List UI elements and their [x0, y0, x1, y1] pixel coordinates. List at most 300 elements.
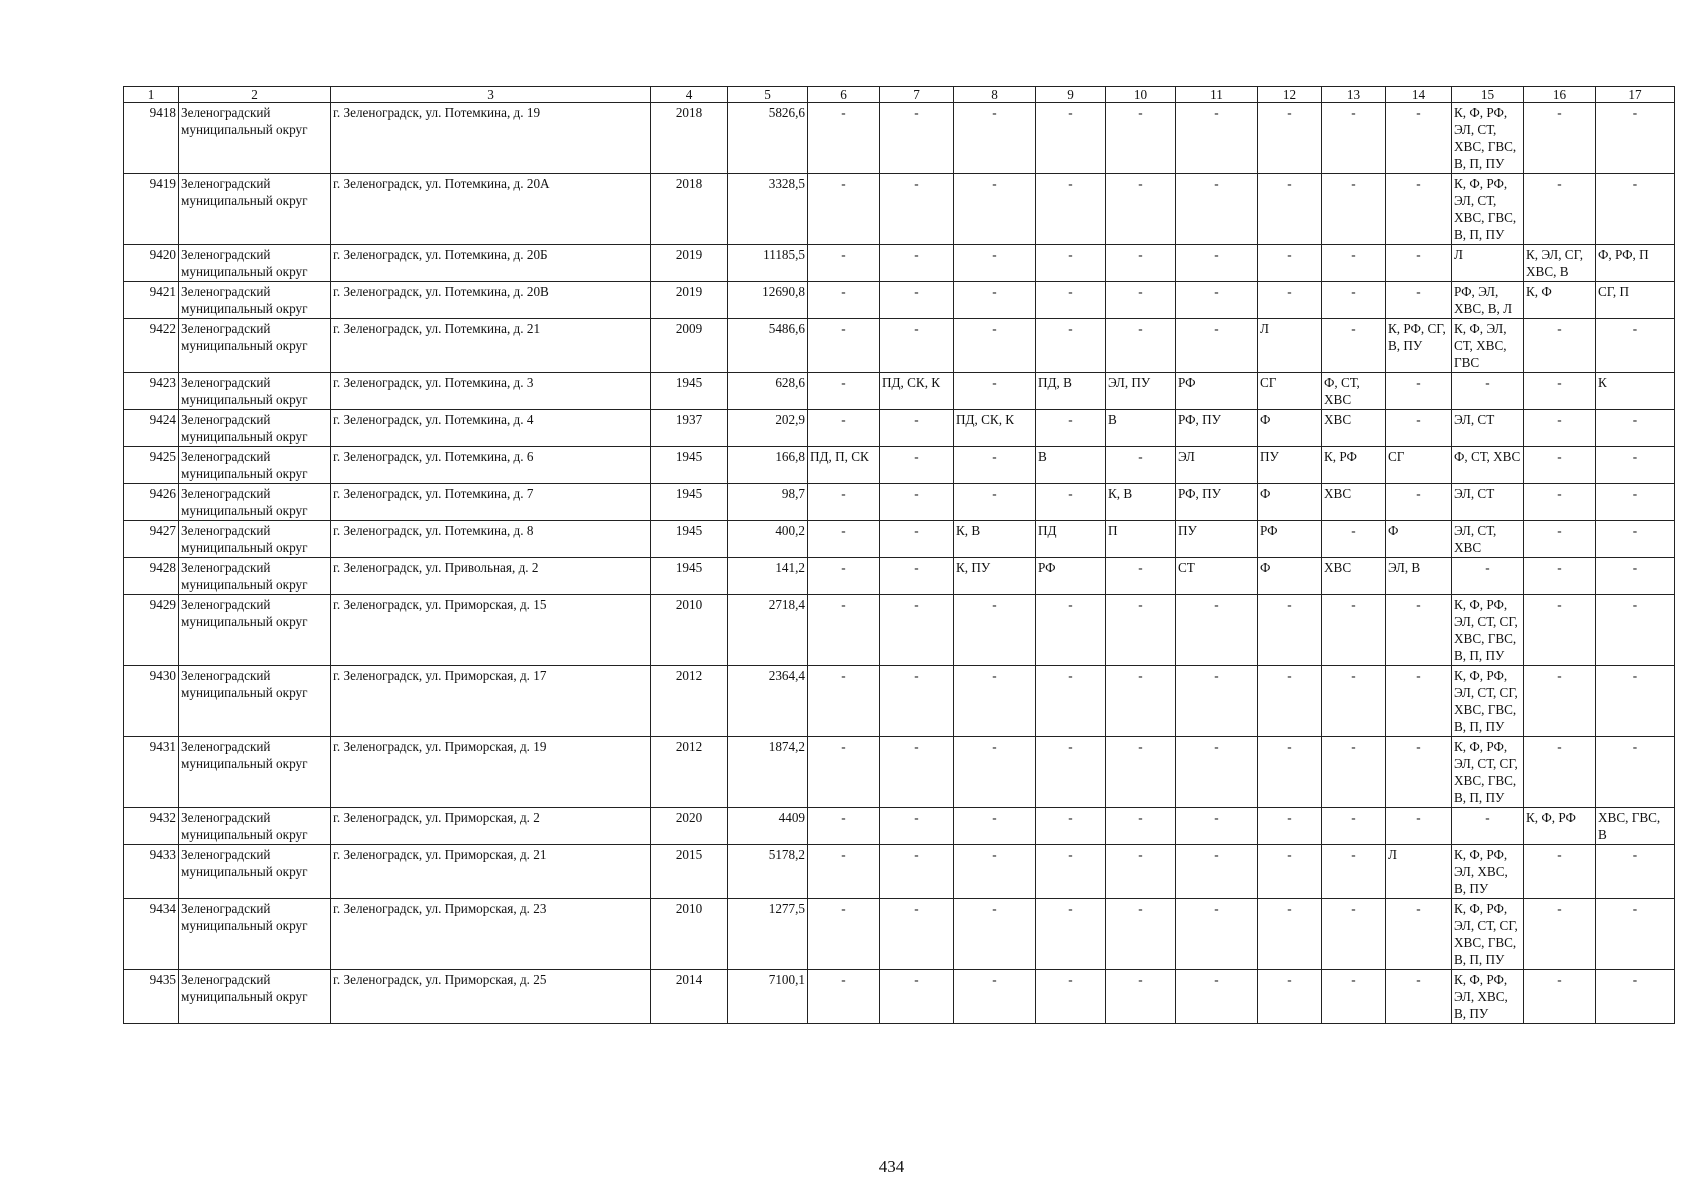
table-cell: - — [1386, 808, 1452, 845]
table-cell: - — [880, 808, 954, 845]
table-cell: - — [1258, 174, 1322, 245]
table-cell: ПД, П, СК — [808, 447, 880, 484]
table-cell: - — [1386, 737, 1452, 808]
table-cell: К, Ф, РФ, ЭЛ, СТ, СГ, ХВС, ГВС, В, П, ПУ — [1452, 899, 1524, 970]
table-cell: Зеленоградский муниципальный округ — [179, 447, 331, 484]
table-cell: - — [1386, 595, 1452, 666]
table-cell: - — [1106, 595, 1176, 666]
column-header-7: 7 — [880, 87, 954, 103]
column-header-11: 11 — [1176, 87, 1258, 103]
table-cell: Ф, РФ, П — [1596, 245, 1675, 282]
column-header-16: 16 — [1524, 87, 1596, 103]
table-cell: ЭЛ, ПУ — [1106, 373, 1176, 410]
row-number-cell: 9418 — [124, 103, 179, 174]
table-cell: К, Ф, ЭЛ, СТ, ХВС, ГВС — [1452, 319, 1524, 373]
table-cell: - — [808, 373, 880, 410]
table-cell: - — [1036, 103, 1106, 174]
table-cell: 2014 — [651, 970, 728, 1024]
table-cell: - — [880, 737, 954, 808]
table-cell: 1937 — [651, 410, 728, 447]
table-cell: - — [1386, 245, 1452, 282]
table-cell: ЭЛ, СТ — [1452, 484, 1524, 521]
table-cell: - — [1106, 808, 1176, 845]
table-row — [124, 447, 1675, 484]
column-header-14: 14 — [1386, 87, 1452, 103]
table-cell: - — [808, 595, 880, 666]
table-cell: - — [1176, 595, 1258, 666]
table-cell: - — [1596, 410, 1675, 447]
table-cell: Зеленоградский муниципальный округ — [179, 282, 331, 319]
table-cell: - — [1596, 484, 1675, 521]
table-cell: Зеленоградский муниципальный округ — [179, 558, 331, 595]
column-header-1: 1 — [124, 87, 179, 103]
table-cell: ЭЛ, СТ, ХВС — [1452, 521, 1524, 558]
column-header-9: 9 — [1036, 87, 1106, 103]
table-cell: Зеленоградский муниципальный округ — [179, 737, 331, 808]
table-cell: г. Зеленоградск, ул. Потемкина, д. 19 — [331, 103, 651, 174]
table-cell: 1277,5 — [728, 899, 808, 970]
table-cell: г. Зеленоградск, ул. Потемкина, д. 7 — [331, 484, 651, 521]
table-cell: Зеленоградский муниципальный округ — [179, 970, 331, 1024]
row-number-cell: 9421 — [124, 282, 179, 319]
table-cell: 2020 — [651, 808, 728, 845]
table-cell: СГ — [1386, 447, 1452, 484]
table-cell: - — [1036, 484, 1106, 521]
row-number-cell: 9426 — [124, 484, 179, 521]
table-cell: - — [1106, 282, 1176, 319]
table-row — [124, 484, 1675, 521]
table-cell: К, Ф, РФ, ЭЛ, СТ, СГ, ХВС, ГВС, В, П, ПУ — [1452, 737, 1524, 808]
table-row — [124, 174, 1675, 245]
table-cell: К, Ф, РФ, ЭЛ, ХВС, В, ПУ — [1452, 845, 1524, 899]
table-cell: 141,2 — [728, 558, 808, 595]
table-cell: - — [1176, 970, 1258, 1024]
table-cell: - — [1322, 319, 1386, 373]
table-cell: СГ — [1258, 373, 1322, 410]
table-cell: - — [1596, 558, 1675, 595]
table-cell: - — [808, 737, 880, 808]
table-cell: - — [1036, 410, 1106, 447]
table-cell: - — [1176, 666, 1258, 737]
table-cell: Зеленоградский муниципальный округ — [179, 174, 331, 245]
table-cell: - — [880, 899, 954, 970]
table-cell: - — [954, 737, 1036, 808]
column-header-4: 4 — [651, 87, 728, 103]
table-cell: К, Ф, РФ, ЭЛ, СТ, ХВС, ГВС, В, П, ПУ — [1452, 103, 1524, 174]
table-cell: - — [1524, 174, 1596, 245]
table-cell: К, Ф, РФ, ЭЛ, СТ, СГ, ХВС, ГВС, В, П, ПУ — [1452, 595, 1524, 666]
table-cell: - — [1036, 666, 1106, 737]
table-cell: ПД, СК, К — [880, 373, 954, 410]
table-cell: К — [1596, 373, 1675, 410]
table-cell: - — [808, 558, 880, 595]
page-number: 434 — [878, 1157, 905, 1176]
table-cell: - — [1386, 410, 1452, 447]
table-cell: - — [1258, 970, 1322, 1024]
row-number-cell: 9435 — [124, 970, 179, 1024]
table-cell: - — [954, 666, 1036, 737]
table-cell: 400,2 — [728, 521, 808, 558]
table-cell: - — [1596, 666, 1675, 737]
table-cell: ПУ — [1258, 447, 1322, 484]
table-cell: 202,9 — [728, 410, 808, 447]
table-cell: - — [808, 484, 880, 521]
column-header-13: 13 — [1322, 87, 1386, 103]
table-cell: 1945 — [651, 373, 728, 410]
table-header — [124, 87, 1675, 103]
table-cell: 1945 — [651, 484, 728, 521]
table-cell: РФ — [1258, 521, 1322, 558]
table-cell: 2364,4 — [728, 666, 808, 737]
table-cell: - — [808, 410, 880, 447]
table-cell: - — [808, 319, 880, 373]
table-cell: г. Зеленоградск, ул. Приморская, д. 21 — [331, 845, 651, 899]
table-cell: - — [1322, 666, 1386, 737]
table-cell: - — [880, 666, 954, 737]
table-row — [124, 103, 1675, 174]
table-row — [124, 558, 1675, 595]
table-cell: - — [1386, 484, 1452, 521]
row-number-cell: 9432 — [124, 808, 179, 845]
table-cell: - — [1596, 319, 1675, 373]
table-cell: - — [1106, 970, 1176, 1024]
table-cell: - — [1452, 808, 1524, 845]
table-cell: - — [880, 845, 954, 899]
table-row — [124, 319, 1675, 373]
table-cell: 1945 — [651, 558, 728, 595]
table-cell: Л — [1452, 245, 1524, 282]
table-cell: - — [1386, 103, 1452, 174]
table-cell: - — [1106, 103, 1176, 174]
table-cell: г. Зеленоградск, ул. Приморская, д. 15 — [331, 595, 651, 666]
table-row — [124, 737, 1675, 808]
table-cell: 7100,1 — [728, 970, 808, 1024]
table-cell: - — [880, 282, 954, 319]
table-cell: - — [1322, 103, 1386, 174]
table-cell: - — [1322, 737, 1386, 808]
table-cell: - — [880, 245, 954, 282]
table-row — [124, 595, 1675, 666]
table-cell: - — [1524, 666, 1596, 737]
table-cell: В — [1106, 410, 1176, 447]
table-cell: - — [1596, 845, 1675, 899]
row-number-cell: 9428 — [124, 558, 179, 595]
table-cell: 2718,4 — [728, 595, 808, 666]
column-header-17: 17 — [1596, 87, 1675, 103]
table-cell: К, Ф, РФ — [1524, 808, 1596, 845]
table-cell: Зеленоградский муниципальный округ — [179, 103, 331, 174]
table-cell: П — [1106, 521, 1176, 558]
table-cell: - — [954, 899, 1036, 970]
table-cell: - — [808, 282, 880, 319]
table-cell: - — [954, 845, 1036, 899]
column-header-12: 12 — [1258, 87, 1322, 103]
table-cell: - — [1176, 245, 1258, 282]
row-number-cell: 9425 — [124, 447, 179, 484]
table-row — [124, 245, 1675, 282]
table-cell: - — [808, 970, 880, 1024]
table-cell: - — [1258, 845, 1322, 899]
table-cell: - — [1036, 899, 1106, 970]
table-cell: - — [1176, 808, 1258, 845]
table-cell: - — [808, 103, 880, 174]
table-cell: 11185,5 — [728, 245, 808, 282]
table-cell: РФ, ЭЛ, ХВС, В, Л — [1452, 282, 1524, 319]
table-cell: 2018 — [651, 103, 728, 174]
table-cell: - — [1106, 666, 1176, 737]
table-cell: ЭЛ — [1176, 447, 1258, 484]
table-cell: РФ, ПУ — [1176, 410, 1258, 447]
table-cell: - — [1106, 899, 1176, 970]
table-cell: - — [1322, 845, 1386, 899]
table-cell: - — [954, 245, 1036, 282]
table-cell: - — [808, 521, 880, 558]
table-cell: г. Зеленоградск, ул. Потемкина, д. 20Б — [331, 245, 651, 282]
table-cell: СГ, П — [1596, 282, 1675, 319]
row-number-cell: 9429 — [124, 595, 179, 666]
table-cell: - — [1258, 282, 1322, 319]
table-cell: - — [1036, 282, 1106, 319]
table-cell: - — [1596, 447, 1675, 484]
table-cell: - — [1176, 103, 1258, 174]
table-cell: - — [1258, 737, 1322, 808]
row-number-cell: 9427 — [124, 521, 179, 558]
table-cell: 1945 — [651, 447, 728, 484]
register-table — [123, 86, 1675, 1024]
table-cell: Ф — [1258, 410, 1322, 447]
table-cell: Зеленоградский муниципальный округ — [179, 245, 331, 282]
table-cell: - — [1176, 899, 1258, 970]
table-cell: - — [1322, 808, 1386, 845]
table-cell: - — [1524, 103, 1596, 174]
table-cell: 2019 — [651, 245, 728, 282]
table-cell: Зеленоградский муниципальный округ — [179, 808, 331, 845]
table-cell: 628,6 — [728, 373, 808, 410]
table-cell: - — [1036, 245, 1106, 282]
table-cell: Зеленоградский муниципальный округ — [179, 595, 331, 666]
table-cell: 4409 — [728, 808, 808, 845]
table-cell: г. Зеленоградск, ул. Привольная, д. 2 — [331, 558, 651, 595]
table-cell: - — [1036, 595, 1106, 666]
table-cell: - — [1386, 666, 1452, 737]
table-cell: - — [1524, 484, 1596, 521]
row-number-cell: 9420 — [124, 245, 179, 282]
table-cell: ПД, В — [1036, 373, 1106, 410]
table-cell: 5178,2 — [728, 845, 808, 899]
table-cell: - — [1524, 319, 1596, 373]
column-header-15: 15 — [1452, 87, 1524, 103]
table-cell: - — [1524, 410, 1596, 447]
table-cell: - — [1258, 595, 1322, 666]
table-cell: Л — [1258, 319, 1322, 373]
table-cell: - — [1596, 970, 1675, 1024]
table-cell: 1945 — [651, 521, 728, 558]
table-cell: 166,8 — [728, 447, 808, 484]
table-cell: К, Ф, РФ, ЭЛ, СТ, ХВС, ГВС, В, П, ПУ — [1452, 174, 1524, 245]
table-cell: 2012 — [651, 737, 728, 808]
table-cell: ЭЛ, В — [1386, 558, 1452, 595]
table-cell: - — [1258, 808, 1322, 845]
table-cell: - — [1596, 521, 1675, 558]
table-cell: К, ПУ — [954, 558, 1036, 595]
table-cell: г. Зеленоградск, ул. Приморская, д. 25 — [331, 970, 651, 1024]
table-cell: К, Ф, РФ, ЭЛ, СТ, СГ, ХВС, ГВС, В, П, ПУ — [1452, 666, 1524, 737]
column-header-3: 3 — [331, 87, 651, 103]
row-number-cell: 9422 — [124, 319, 179, 373]
table-cell: - — [1322, 899, 1386, 970]
table-cell: - — [1036, 845, 1106, 899]
table-cell: - — [1596, 595, 1675, 666]
row-number-cell: 9430 — [124, 666, 179, 737]
table-cell: Зеленоградский муниципальный округ — [179, 373, 331, 410]
table-cell: г. Зеленоградск, ул. Приморская, д. 17 — [331, 666, 651, 737]
table-cell: - — [1524, 737, 1596, 808]
table-cell: - — [1524, 899, 1596, 970]
table-cell: 2010 — [651, 595, 728, 666]
table-row — [124, 970, 1675, 1024]
table-cell: - — [1036, 970, 1106, 1024]
table-cell: - — [808, 666, 880, 737]
table-cell: 2019 — [651, 282, 728, 319]
table-cell: К, В — [1106, 484, 1176, 521]
table-cell: ЭЛ, СТ — [1452, 410, 1524, 447]
table-cell: - — [954, 484, 1036, 521]
table-cell: - — [880, 410, 954, 447]
table-cell: - — [880, 595, 954, 666]
table-body — [124, 103, 1675, 1024]
row-number-cell: 9423 — [124, 373, 179, 410]
row-number-cell: 9434 — [124, 899, 179, 970]
table-cell: г. Зеленоградск, ул. Потемкина, д. 3 — [331, 373, 651, 410]
table-cell: - — [1322, 970, 1386, 1024]
table-cell: 1874,2 — [728, 737, 808, 808]
table-cell: - — [880, 558, 954, 595]
table-cell: 5486,6 — [728, 319, 808, 373]
table-cell: 12690,8 — [728, 282, 808, 319]
table-cell: г. Зеленоградск, ул. Потемкина, д. 4 — [331, 410, 651, 447]
row-number-cell: 9431 — [124, 737, 179, 808]
table-cell: - — [1322, 521, 1386, 558]
table-cell: - — [1258, 103, 1322, 174]
table-cell: - — [880, 970, 954, 1024]
table-cell: - — [808, 245, 880, 282]
table-cell: 2015 — [651, 845, 728, 899]
table-cell: - — [1036, 319, 1106, 373]
table-cell: - — [1524, 845, 1596, 899]
table-cell: К, Ф — [1524, 282, 1596, 319]
table-row — [124, 373, 1675, 410]
column-header-5: 5 — [728, 87, 808, 103]
table-cell: г. Зеленоградск, ул. Потемкина, д. 8 — [331, 521, 651, 558]
table-cell: ХВС — [1322, 558, 1386, 595]
table-cell: 2018 — [651, 174, 728, 245]
table-cell: К, РФ, СГ, В, ПУ — [1386, 319, 1452, 373]
table-cell: ХВС, ГВС, В — [1596, 808, 1675, 845]
table-cell: 2012 — [651, 666, 728, 737]
table-cell: РФ — [1036, 558, 1106, 595]
column-number-row — [124, 87, 1675, 103]
table-cell: - — [880, 319, 954, 373]
table-cell: Ф — [1258, 558, 1322, 595]
table-cell: К, Ф, РФ, ЭЛ, ХВС, В, ПУ — [1452, 970, 1524, 1024]
table-cell: - — [1176, 845, 1258, 899]
column-header-6: 6 — [808, 87, 880, 103]
table-row — [124, 282, 1675, 319]
table-cell: - — [880, 174, 954, 245]
table-row — [124, 899, 1675, 970]
table-cell: г. Зеленоградск, ул. Потемкина, д. 20А — [331, 174, 651, 245]
table-cell: - — [1524, 595, 1596, 666]
table-cell: - — [1322, 245, 1386, 282]
table-cell: - — [808, 899, 880, 970]
table-row — [124, 521, 1675, 558]
column-header-2: 2 — [179, 87, 331, 103]
table-cell: 3328,5 — [728, 174, 808, 245]
table-cell: - — [880, 103, 954, 174]
table-cell: - — [1036, 174, 1106, 245]
table-cell: - — [1386, 282, 1452, 319]
table-cell: - — [808, 174, 880, 245]
table-cell: - — [1386, 970, 1452, 1024]
table-cell: - — [1258, 245, 1322, 282]
table-cell: - — [880, 447, 954, 484]
table-cell: - — [1596, 174, 1675, 245]
table-cell: г. Зеленоградск, ул. Потемкина, д. 6 — [331, 447, 651, 484]
table-cell: 2010 — [651, 899, 728, 970]
table-row — [124, 410, 1675, 447]
table-cell: - — [1452, 373, 1524, 410]
table-cell: ХВС — [1322, 484, 1386, 521]
table-cell: Ф — [1258, 484, 1322, 521]
table-cell: - — [1524, 447, 1596, 484]
table-cell: - — [1596, 899, 1675, 970]
table-cell: ПУ — [1176, 521, 1258, 558]
table-cell: Ф, СТ, ХВС — [1452, 447, 1524, 484]
table-cell: Ф — [1386, 521, 1452, 558]
table-cell: - — [1176, 737, 1258, 808]
table-cell: 5826,6 — [728, 103, 808, 174]
table-cell: Зеленоградский муниципальный округ — [179, 845, 331, 899]
table-cell: - — [1106, 245, 1176, 282]
table-cell: - — [1596, 103, 1675, 174]
table-cell: - — [1106, 558, 1176, 595]
row-number-cell: 9433 — [124, 845, 179, 899]
table-cell: - — [1322, 595, 1386, 666]
table-cell: - — [954, 319, 1036, 373]
table-cell: - — [808, 845, 880, 899]
table-cell: - — [1524, 970, 1596, 1024]
table-cell: - — [1106, 737, 1176, 808]
table-cell: - — [1322, 174, 1386, 245]
table-cell: - — [1106, 845, 1176, 899]
row-number-cell: 9419 — [124, 174, 179, 245]
table-cell: - — [1106, 319, 1176, 373]
row-number-cell: 9424 — [124, 410, 179, 447]
table-cell: - — [1176, 282, 1258, 319]
table-cell: Л — [1386, 845, 1452, 899]
table-cell: К, ЭЛ, СГ, ХВС, В — [1524, 245, 1596, 282]
table-cell: - — [954, 970, 1036, 1024]
table-cell: - — [1524, 558, 1596, 595]
table-row — [124, 666, 1675, 737]
table-cell: - — [1036, 737, 1106, 808]
table-cell: - — [880, 484, 954, 521]
table-cell: РФ — [1176, 373, 1258, 410]
table-cell: - — [954, 282, 1036, 319]
table-cell: г. Зеленоградск, ул. Приморская, д. 2 — [331, 808, 651, 845]
table-cell: - — [954, 808, 1036, 845]
table-cell: РФ, ПУ — [1176, 484, 1258, 521]
